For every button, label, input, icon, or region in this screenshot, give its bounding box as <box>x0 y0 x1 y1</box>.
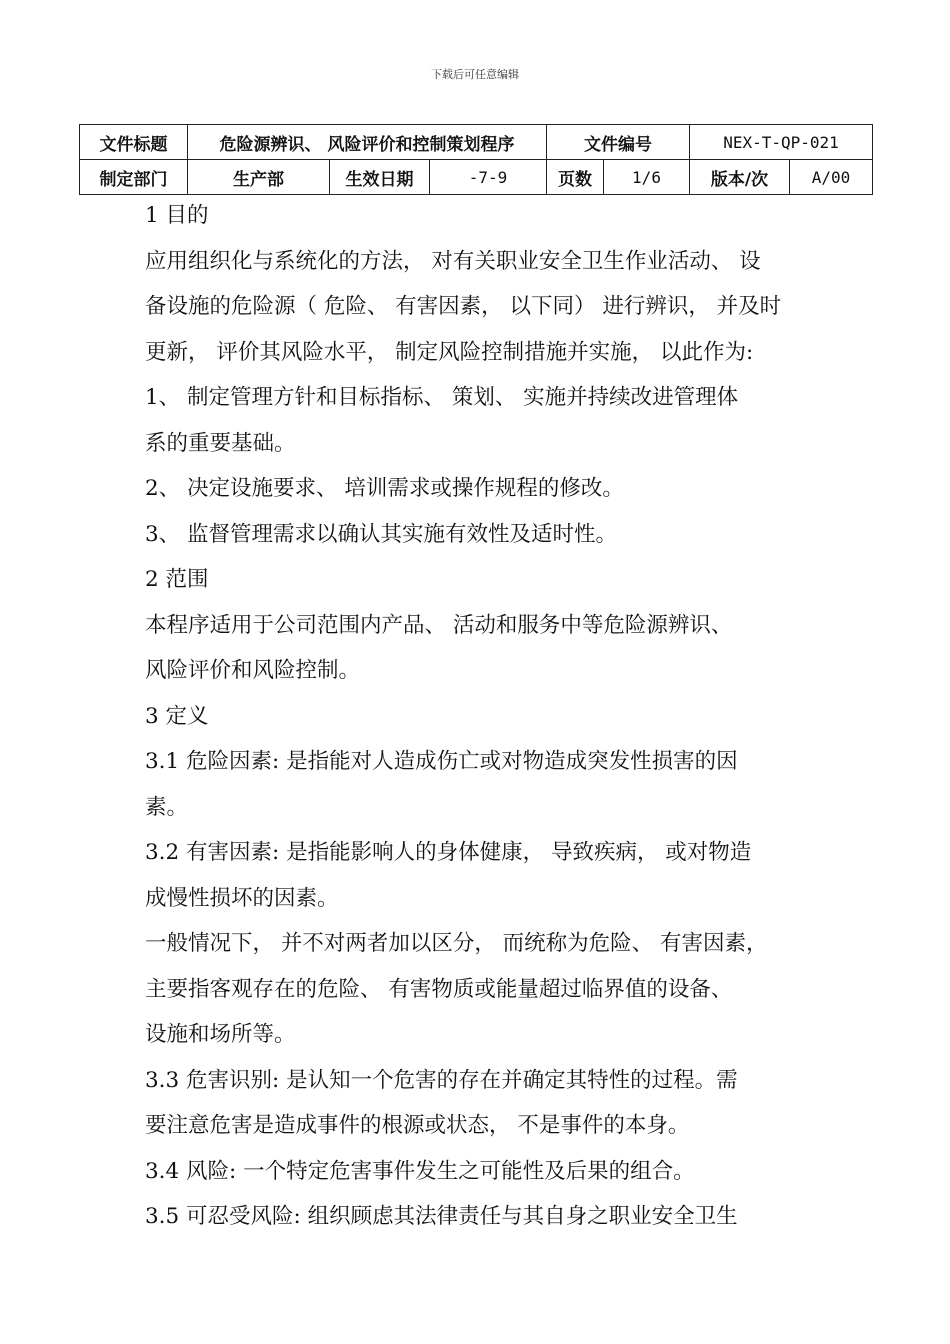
date-label-cell: 生效日期 <box>330 160 430 195</box>
paragraph-line: 风险评价和风险控制。 <box>145 658 361 683</box>
definition-3-2-continued: 成慢性损坏的因素。 <box>145 885 339 911</box>
paragraph-line: 主要指客观存在的危险、 有害物质或能量超过临界值的设备、 <box>145 976 733 1002</box>
definition-3-1-continued: 素。 <box>145 794 189 820</box>
docno-value-cell: NEX-T-QP-021 <box>690 125 873 160</box>
pages-value-cell: 1/6 <box>604 160 690 195</box>
definition-3-3: 3.3 危害识别: 是认知一个危害的存在并确定其特性的过程。需 <box>145 1067 738 1093</box>
header-row-1 <box>80 125 873 160</box>
dept-label-cell: 制定部门 <box>80 160 188 195</box>
definition-3-3-continued: 要注意危害是造成事件的根源或状态， 不是事件的本身。 <box>145 1113 690 1138</box>
section-heading-purpose: 1 目的 <box>145 203 209 228</box>
list-item-1-continued: 系的重要基础。 <box>145 430 296 456</box>
dept-value-cell: 生产部 <box>188 160 330 195</box>
docno-label-cell: 文件编号 <box>547 125 690 160</box>
date-value-cell: -7-9 <box>430 160 547 195</box>
definition-3-5: 3.5 可忍受风险: 组织顾虑其法律责任与其自身之职业安全卫生 <box>145 1204 738 1229</box>
document-header-table <box>79 124 873 195</box>
definition-3-2: 3.2 有害因素: 是指能影响人的身体健康， 导致疾病， 或对物造 <box>145 840 752 865</box>
paragraph-line: 备设施的危险源（ 危险、 有害因素， 以下同） 进行辨识， 并及时 <box>145 294 782 319</box>
paragraph-line: 一般情况下， 并不对两者加以区分， 而统称为危险、 有害因素， <box>145 931 768 956</box>
header-row-2 <box>80 160 873 195</box>
title-value-cell: 危险源辨识、 风险评价和控制策划程序 <box>188 125 547 160</box>
download-watermark: 下载后可任意编辑 <box>431 68 519 81</box>
version-label-cell: 版本/次 <box>690 160 790 195</box>
paragraph-line: 更新， 评价其风险水平， 制定风险控制措施并实施， 以此作为: <box>145 339 754 365</box>
paragraph-line: 应用组织化与系统化的方法， 对有关职业安全卫生作业活动、 设 <box>145 248 761 274</box>
list-item-1: 1、 制定管理方针和目标指标、 策划、 实施并持续改进管理体 <box>145 385 739 410</box>
paragraph-line: 本程序适用于公司范围内产品、 活动和服务中等危险源辨识、 <box>145 612 733 638</box>
list-item-2: 2、 决定设施要求、 培训需求或操作规程的修改。 <box>145 476 624 501</box>
definition-3-4: 3.4 风险: 一个特定危害事件发生之可能性及后果的组合。 <box>145 1158 695 1184</box>
title-label-cell: 文件标题 <box>80 125 188 160</box>
document-body <box>145 193 810 1240</box>
section-heading-scope: 2 范围 <box>145 567 209 592</box>
section-heading-definitions: 3 定义 <box>145 703 209 729</box>
definition-3-1: 3.1 危险因素: 是指能对人造成伤亡或对物造成突发性损害的因 <box>145 749 738 774</box>
list-item-3: 3、 监督管理需求以确认其实施有效性及适时性。 <box>145 521 618 547</box>
pages-label-cell: 页数 <box>547 160 604 195</box>
version-value-cell: A/00 <box>790 160 873 195</box>
paragraph-line: 设施和场所等。 <box>145 1022 296 1047</box>
